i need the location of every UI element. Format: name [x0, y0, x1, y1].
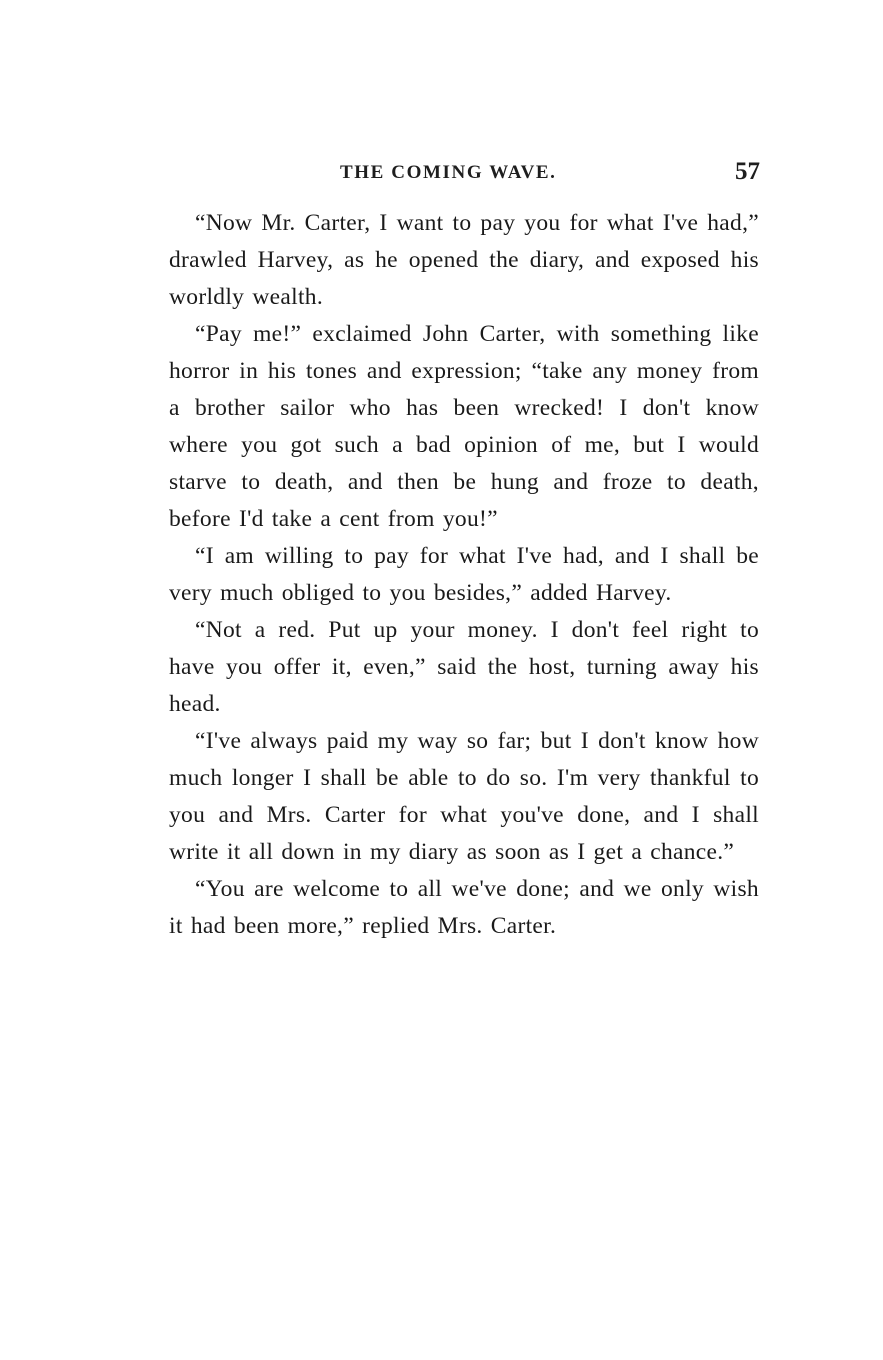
body-text [169, 205, 759, 945]
paragraph: “I am willing to pay for what I've had, and I shall be very much obliged to you besides,” added Harvey. [169, 543, 759, 606]
running-title: THE COMING WAVE. [340, 162, 557, 183]
paragraph: “I've always paid my way so far; but I don't know how much longer I shall be able to do so. I'm very thankful to you and Mrs. Carter for what you've done, and I shall write it all down in my diary as soon as I get a chance.” [169, 728, 759, 865]
paragraph: “Pay me!” exclaimed John Carter, with something like horror in his tones and expression; “take any money from a brother sailor who has been wrecked! I don't know where you got such a bad opinion of me, but I would starve to death, and then be hung and froze to death, before I'd take a cent from you!” [169, 321, 759, 532]
page-number: 57 [735, 158, 760, 185]
paragraph: “Not a red. Put up your money. I don't feel right to have you offer it, even,” said the host, turning away his head. [169, 617, 759, 717]
paragraph: “Now Mr. Carter, I want to pay you for what I've had,” drawled Harvey, as he opened the diary, and exposed his worldly wealth. [169, 210, 759, 310]
paragraph: “You are welcome to all we've done; and we only wish it had been more,” replied Mrs. Carter. [169, 876, 759, 939]
running-header [168, 158, 760, 192]
